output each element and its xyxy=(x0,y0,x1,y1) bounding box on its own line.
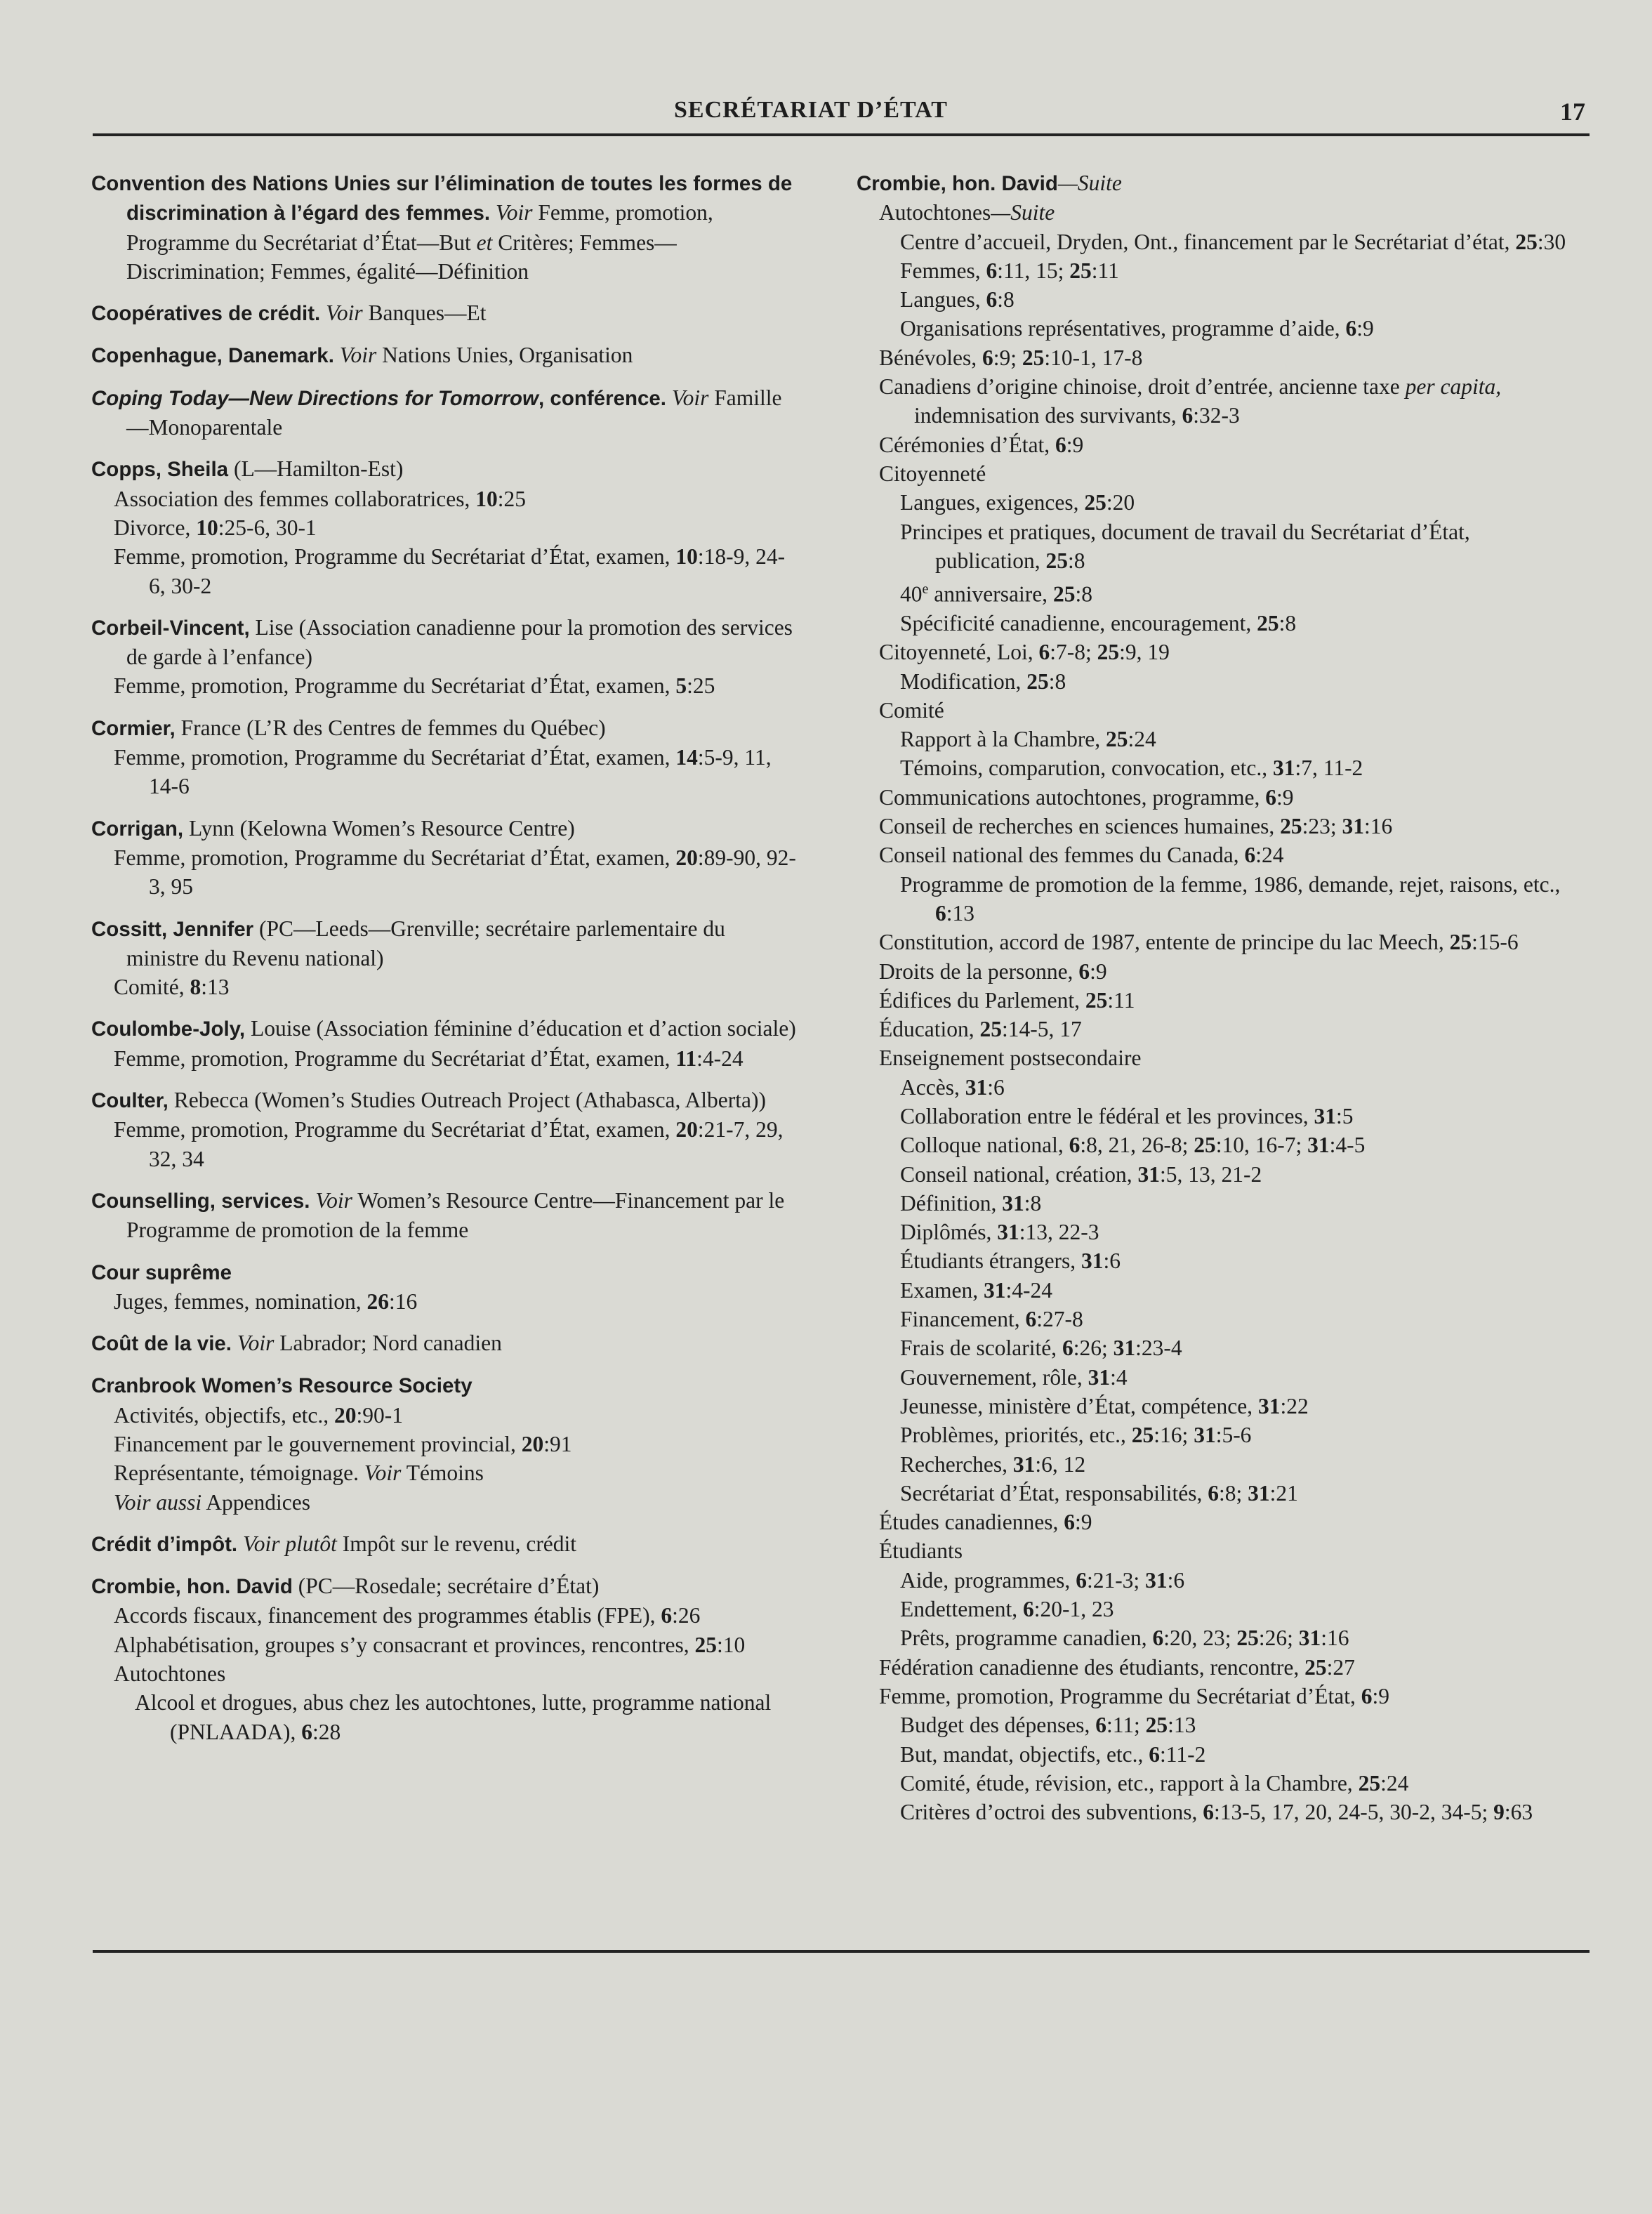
entry-heading: Corbeil-Vincent, xyxy=(91,616,250,640)
sub-sub-entry: Rapport à la Chambre, 25:24 xyxy=(900,727,1156,752)
entry-text: Critères; Femmes—Discrimination; Femmes, égalité—Définition xyxy=(126,230,677,284)
sub-entry: Comité xyxy=(879,697,944,723)
entry-text: Women’s Resource Centre—Financement par le Programme de promotion de la femme xyxy=(126,1187,785,1243)
sub-sub-entry: Conseil national, création, 31:5, 13, 21-2 xyxy=(900,1161,1262,1187)
sub-sub-entry: Critères d’octroi des subventions, 6:13-5, 17, 20, 24-5, 30-2, 34-5; 9:63 xyxy=(900,1800,1533,1825)
sub-entry: Association des femmes collaboratrices, 10:25 xyxy=(114,486,526,511)
entry-heading: Copenhague, Danemark. xyxy=(91,344,334,368)
entry-heading: Coulombe-Joly, xyxy=(91,1017,246,1041)
sub-entry: Divorce, 10:25-6, 30-1 xyxy=(114,515,317,540)
entry-text: Labrador; Nord canadien xyxy=(279,1331,502,1356)
sub-sub-entry: Collaboration entre le fédéral et les provinces, 31:5 xyxy=(900,1104,1354,1128)
sub-entry: Citoyenneté, Loi, 6:7-8; 25:9, 19 xyxy=(879,640,1170,665)
index-column-left xyxy=(91,169,800,1759)
entry-heading: Coopératives de crédit. xyxy=(91,302,321,326)
cross-ref-label: Voir xyxy=(326,301,363,326)
index-entry xyxy=(91,298,800,328)
sub-entry: Femme, promotion, Programme du Secrétariat d’État, examen, 20:21-7, 29, 32, 34 xyxy=(114,1117,784,1171)
entry-heading: Copps, Sheila xyxy=(91,458,229,482)
index-entry xyxy=(91,1371,800,1516)
entry-heading: Cour suprême xyxy=(91,1260,232,1284)
index-entry xyxy=(91,713,800,801)
sub-entry: Citoyenneté xyxy=(879,461,986,486)
entry-text: Lynn (Kelowna Women’s Resource Centre) xyxy=(189,815,575,841)
sub-sub-entry: Secrétariat d’État, responsabilités, 6:8; 31:21 xyxy=(900,1480,1298,1505)
sub-sub-entry: Témoins, comparution, convocation, etc., 31:7, 11-2 xyxy=(900,756,1363,781)
entry-heading: Coping Today—New Directions for Tomorrow xyxy=(91,386,539,410)
sub-sub-entry: Financement, 6:27-8 xyxy=(900,1307,1083,1332)
sub-sub-entry: Problèmes, priorités, etc., 25:16; 31:5-6 xyxy=(900,1423,1252,1448)
entry-text: (L—Hamilton-Est) xyxy=(233,456,404,482)
sub-sub-entry: Diplômés, 31:13, 22-3 xyxy=(900,1220,1099,1245)
index-entry xyxy=(91,454,800,600)
sub-entry: Représentante, témoignage. Voir Témoins xyxy=(114,1461,484,1486)
sub-sub-entry: Recherches, 31:6, 12 xyxy=(900,1451,1086,1477)
sub-sub-entry: Langues, exigences, 25:20 xyxy=(900,490,1135,515)
entry-text: Louise (Association féminine d’éducation et d’action sociale) xyxy=(250,1016,796,1041)
sub-entry: Constitution, accord de 1987, entente de principe du lac Meech, 25:15-6 xyxy=(879,930,1519,955)
sub-entry: Financement par le gouvernement provincial, 20:91 xyxy=(114,1431,572,1456)
sub-sub-entry: Langues, 6:8 xyxy=(900,287,1015,312)
sub-entry: Femme, promotion, Programme du Secrétariat d’État, examen, 11:4-24 xyxy=(114,1046,744,1071)
sub-sub-entry: Endettement, 6:20-1, 23 xyxy=(900,1597,1114,1622)
sub-sub-entry: Jeunesse, ministère d’État, compétence, 31:22 xyxy=(900,1393,1309,1418)
sub-entry: Femme, promotion, Programme du Secrétariat d’État, examen, 20:89-90, 92-3, 95 xyxy=(114,845,796,900)
sub-entry: Étudiants xyxy=(879,1538,963,1564)
sub-entry: Alphabétisation, groupes s’y consacrant et provinces, rencontres, 25:10 xyxy=(114,1632,746,1657)
conjunction: et xyxy=(476,230,493,255)
sub-sub-entry: Examen, 31:4-24 xyxy=(900,1277,1052,1303)
index-entry xyxy=(91,383,800,442)
sub-entry: Femme, promotion, Programme du Secrétariat d’État, examen, 5:25 xyxy=(114,673,715,699)
cross-ref-label: Voir xyxy=(237,1331,275,1356)
sub-sub-entry: Modification, 25:8 xyxy=(900,668,1066,694)
entry-heading: Cormier, xyxy=(91,716,176,740)
sub-sub-entry: But, mandat, objectifs, etc., 6:11-2 xyxy=(900,1741,1206,1767)
sub-entry: Fédération canadienne des étudiants, rencontre, 25:27 xyxy=(879,1654,1355,1680)
index-entry xyxy=(91,341,800,370)
sub-entry: Cérémonies d’État, 6:9 xyxy=(879,432,1084,457)
sub-entry: Comité, 8:13 xyxy=(114,975,230,1000)
cross-ref-label: Voir plutôt xyxy=(243,1531,337,1556)
sub-sub-entry: Étudiants étrangers, 31:6 xyxy=(900,1248,1121,1274)
sub-entry: Voir aussi Appendices xyxy=(114,1489,310,1515)
sub-sub-entry: Femmes, 6:11, 15; 25:11 xyxy=(900,258,1119,283)
entry-text: Famille—Monoparentale xyxy=(126,385,782,440)
sub-entry: Conseil national des femmes du Canada, 6:24 xyxy=(879,843,1284,868)
cross-ref-label: Voir xyxy=(364,1461,402,1486)
sub-entry: Femme, promotion, Programme du Secrétariat d’État, examen, 14:5-9, 11, 14-6 xyxy=(114,745,772,799)
sub-sub-entry: Centre d’accueil, Dryden, Ont., financement par le Secrétariat d’état, 25:30 xyxy=(900,229,1566,254)
page-header-title: SECRÉTARIAT D’ÉTAT xyxy=(674,97,948,123)
sub-sub-entry: Spécificité canadienne, encouragement, 25:8 xyxy=(900,610,1297,635)
sub-sub-entry: Prêts, programme canadien, 6:20, 23; 25:26; 31:16 xyxy=(900,1626,1349,1651)
sub-sub-entry: 40e anniversaire, 25:8 xyxy=(900,581,1092,607)
sub-entry: Autochtones—Suite xyxy=(879,200,1055,225)
index-entry xyxy=(91,169,800,286)
sub-entry: Juges, femmes, nomination, 26:16 xyxy=(114,1289,418,1314)
entry-heading: Cossitt, Jennifer xyxy=(91,917,254,941)
sub-sub-entry: Alcool et drogues, abus chez les autochtones, lutte, programme national (PNLAADA), 6:28 xyxy=(135,1690,772,1744)
sub-entry: Conseil de recherches en sciences humaines, 25:23; 31:16 xyxy=(879,814,1393,839)
entry-heading: Corrigan, xyxy=(91,817,184,841)
sub-entry: Communications autochtones, programme, 6:9 xyxy=(879,784,1294,810)
sub-entry: Activités, objectifs, etc., 20:90-1 xyxy=(114,1402,404,1428)
index-entry xyxy=(91,613,800,701)
cross-ref-label: Voir aussi xyxy=(114,1489,202,1515)
index-entry xyxy=(91,1571,800,1746)
sub-sub-entry: Organisations représentatives, programme d’aide, 6:9 xyxy=(900,316,1374,341)
sub-sub-entry: Budget des dépenses, 6:11; 25:13 xyxy=(900,1713,1196,1738)
sub-sub-entry: Frais de scolarité, 6:26; 31:23-4 xyxy=(900,1336,1182,1361)
cross-ref-label: Voir xyxy=(339,343,377,368)
index-entry xyxy=(91,814,800,902)
sub-sub-entry: Principes et pratiques, document de travail du Secrétariat d’État, publication, 25:8 xyxy=(900,519,1470,573)
cross-ref-label: Voir xyxy=(671,385,709,410)
sub-entry: Édifices du Parlement, 25:11 xyxy=(879,987,1135,1013)
index-entry xyxy=(91,1186,800,1245)
sub-sub-entry: Programme de promotion de la femme, 1986, demande, rejet, raisons, etc., 6:13 xyxy=(900,871,1561,925)
sub-entry: Accords fiscaux, financement des programmes établis (FPE), 6:26 xyxy=(114,1603,701,1628)
sub-entry: Femme, promotion, Programme du Secrétariat d’État, examen, 10:18-9, 24-6, 30-2 xyxy=(114,544,786,598)
entry-heading: Coulter, xyxy=(91,1089,168,1113)
entry-heading: Coût de la vie. xyxy=(91,1332,232,1356)
header-rule xyxy=(93,133,1590,136)
index-entry xyxy=(91,1529,800,1559)
entry-text: Impôt sur le revenu, crédit xyxy=(342,1531,577,1556)
sub-sub-entry: Définition, 31:8 xyxy=(900,1190,1042,1215)
sub-entry: Canadiens d’origine chinoise, droit d’entrée, ancienne taxe per capita, indemnisation des survivants, 6:32-3 xyxy=(879,374,1502,428)
index-entry xyxy=(91,1329,800,1358)
sub-sub-entry: Colloque national, 6:8, 21, 26-8; 25:10, 16-7; 31:4-5 xyxy=(900,1133,1366,1158)
sub-entry: Bénévoles, 6:9; 25:10-1, 17-8 xyxy=(879,345,1143,370)
sub-sub-entry: Accès, 31:6 xyxy=(900,1074,1005,1100)
entry-heading: Crombie, hon. David xyxy=(91,1575,293,1599)
index-entry xyxy=(91,914,800,1002)
cross-ref-label: Voir xyxy=(495,200,533,225)
sub-sub-entry: Comité, étude, révision, etc., rapport à la Chambre, 25:24 xyxy=(900,1770,1409,1795)
continued-heading: Crombie, hon. David—Suite xyxy=(857,171,1122,195)
entry-text: (PC—Rosedale; secrétaire d’État) xyxy=(298,1574,600,1599)
cross-ref-label: Voir xyxy=(315,1187,352,1213)
sub-entry: Autochtones xyxy=(114,1661,226,1687)
entry-text: Banques—Et xyxy=(368,301,487,326)
sub-sub-entry: Aide, programmes, 6:21-3; 31:6 xyxy=(900,1567,1185,1593)
index-entry xyxy=(91,1086,800,1173)
entry-heading: Convention des Nations Unies sur l’élimination de toutes les formes de discrimination à l’égard des femmes. xyxy=(91,172,793,225)
entry-heading: Cranbrook Women’s Resource Society xyxy=(91,1374,473,1398)
entry-heading: Counselling, services. xyxy=(91,1189,310,1213)
entry-text: France (L’R des Centres de femmes du Québec) xyxy=(180,715,606,740)
sub-entry: Droits de la personne, 6:9 xyxy=(879,958,1107,984)
entry-heading: Crédit d’impôt. xyxy=(91,1532,238,1556)
index-entry xyxy=(91,1014,800,1073)
sub-entry: Femme, promotion, Programme du Secrétariat d’État, 6:9 xyxy=(879,1683,1389,1708)
entry-text: Rebecca (Women’s Studies Outreach Project (Athabasca, Alberta)) xyxy=(173,1088,766,1113)
sub-entry: Éducation, 25:14-5, 17 xyxy=(879,1017,1082,1042)
index-column-right xyxy=(857,169,1580,1826)
entry-heading-suffix: , conférence. xyxy=(538,386,666,410)
sub-entry: Enseignement postsecondaire xyxy=(879,1046,1142,1071)
entry-text: (PC—Leeds—Grenville; secrétaire parlementaire du ministre du Revenu national) xyxy=(126,916,725,970)
footer-rule xyxy=(93,1950,1590,1953)
entry-text: Nations Unies, Organisation xyxy=(382,343,633,368)
page-number: 17 xyxy=(1560,98,1585,126)
entry-text: Femme, promotion, Programme du Secrétariat d’État—But xyxy=(126,200,713,255)
sub-sub-entry: Gouvernement, rôle, 31:4 xyxy=(900,1364,1128,1390)
sub-entry: Études canadiennes, 6:9 xyxy=(879,1510,1092,1535)
index-entry xyxy=(91,1258,800,1317)
entry-text: Lise (Association canadienne pour la promotion des services de garde à l’enfance) xyxy=(126,614,793,670)
